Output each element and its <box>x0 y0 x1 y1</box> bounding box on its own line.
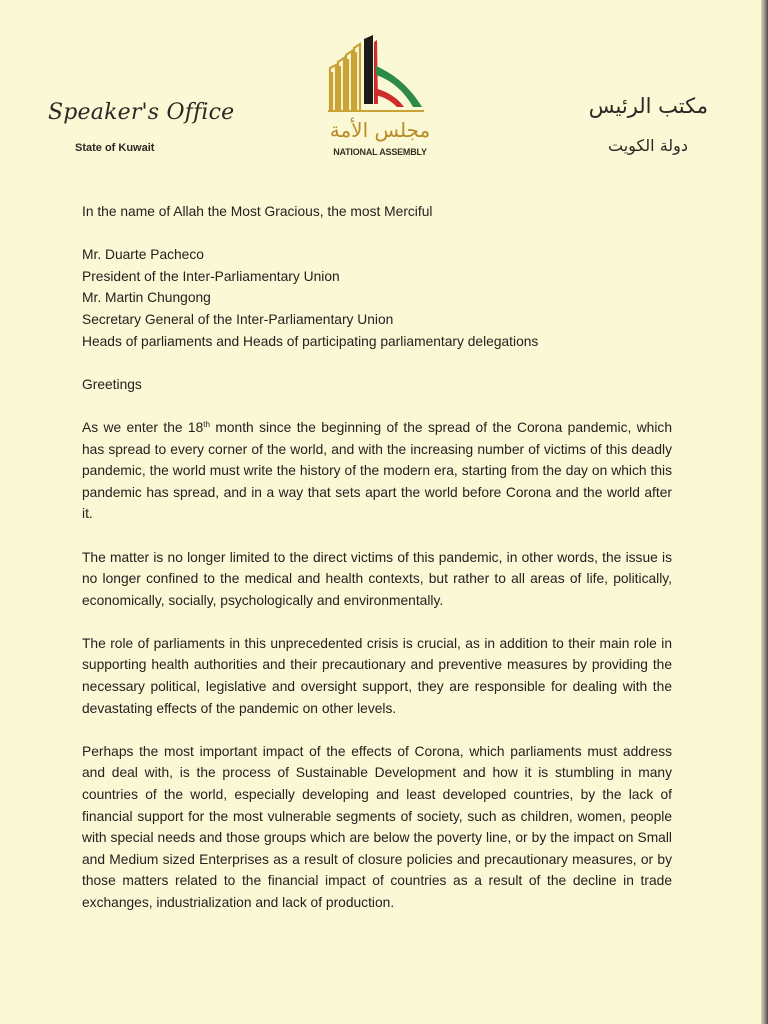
state-of-kuwait-subtitle: State of Kuwait <box>75 142 155 154</box>
paragraph-all-areas-of-life: The matter is no longer limited to the direct victims of this pandemic, in other words, the issue is no longer confined to the medical and health contexts, but rather to all areas of life, politically, economically, socially, psychologically and environmentally. <box>82 549 672 608</box>
paragraph-sustainable-development: Perhaps the most important impact of the effects of Corona, which parliaments must address and deal with, is the process of Sustainable Development and how it is stumbling in many countries of the world, especially developing and least developed countries, by the lack of financial support for the most vulnerable segments of society, such as children, women, people with special needs and those groups which are below the poverty line, or by the impact on Small and Medium sized Enterprises as a result of closure policies and precautionary measures, or by those matters related to the financial impact of countries as a result of the decline in trade exchanges, industrialization and lack of production. <box>82 743 672 910</box>
national-assembly-caption: NATIONAL ASSEMBLY <box>333 147 427 157</box>
addressee-line: Heads of parliaments and Heads of participating parliamentary delegations <box>82 333 539 349</box>
arabic-state-of-kuwait-subtitle: دولة الكويت <box>608 136 688 155</box>
ordinal-superscript: th <box>203 419 210 429</box>
paragraph-corona-history-after: month since the beginning of the spread of the Corona pandemic, which has spread to every corner of the world, and with the increasing number of victims of this deadly pandemic, the world must write the history of the modern era, starting from the day on which this pandemic has spread, and in a way that sets apart the world before Corona and the world after it. <box>82 419 672 522</box>
addressee-line: Mr. Duarte Pacheco <box>82 247 204 263</box>
addressee-line: President of the Inter-Parliamentary Union <box>82 268 340 284</box>
addressee-line: Mr. Martin Chungong <box>82 290 211 306</box>
speakers-office-title: Speaker's Office <box>48 100 235 125</box>
national-assembly-emblem-icon <box>318 30 442 118</box>
letter-body <box>82 201 672 914</box>
addressee-list <box>82 244 672 352</box>
paragraph-corona-history-before: As we enter the 18 <box>82 419 204 435</box>
paragraph-corona-history <box>82 417 672 525</box>
greeting-line: Greetings <box>82 376 142 392</box>
paragraph-role-of-parliaments: The role of parliaments in this unprecedented crisis is crucial, as in addition to their main role in supporting health authorities and their precautionary and preventive measures by providing the necessary political, legislative and oversight support, they are responsible for dealing with the devastating effects of the pandemic on other levels. <box>82 635 672 716</box>
national-assembly-logo <box>318 30 442 164</box>
invocation-line: In the name of Allah the Most Gracious, the most Merciful <box>82 204 433 219</box>
national-assembly-arabic-wordmark: مجلس الأمة <box>329 118 431 142</box>
arabic-speakers-office-title: مكتب الرئيس <box>588 94 708 118</box>
addressee-line: Secretary General of the Inter-Parliamentary Union <box>82 311 394 327</box>
letterhead <box>0 0 768 170</box>
